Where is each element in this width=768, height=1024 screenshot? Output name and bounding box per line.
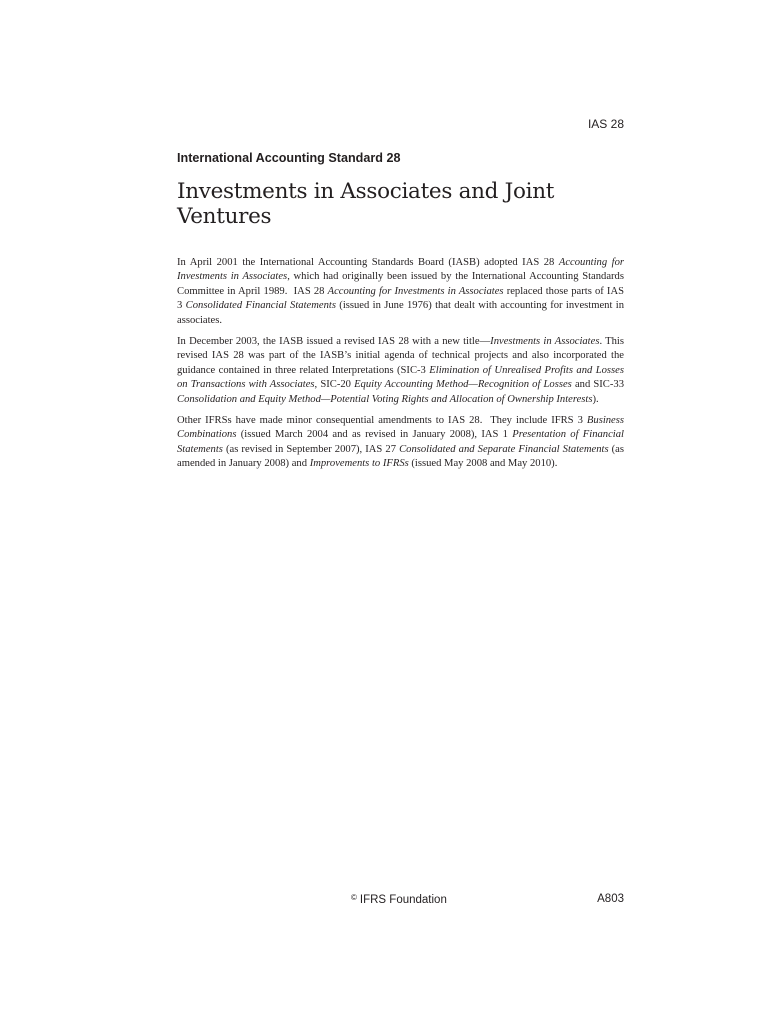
page-number: A803 xyxy=(597,893,624,905)
italic-title-run: Equity Accounting Method—Recognition of Losses xyxy=(354,379,572,391)
intro-paragraph: In April 2001 the International Accounting Standards Board (IASB) adopted IAS 28 Accounting for Investments in Associates, which had originally been issued by the International Accounting Standards Committee in April 1989. IAS 28 Accounting for Investments in Associates replaced those parts of IAS 3 Consolidated Financial Statements (issued in June 1976) that dealt with accounting for investment in associates. xyxy=(177,257,625,326)
document-title: Investments in Associates and Joint Ventures xyxy=(177,179,555,229)
italic-title-run: Consolidated Financial Statements xyxy=(185,300,336,312)
italic-title-run: Consolidation and Equity Method—Potential Voting Rights and Allocation of Ownership Interests xyxy=(177,393,593,405)
italic-title-run: Business Combinations xyxy=(177,415,624,441)
italic-title-run: Improvements to IFRSs xyxy=(309,458,409,470)
italic-title-run: Consolidated and Separate Financial Statements xyxy=(399,443,609,455)
italic-title-run: Accounting for Investments in Associates xyxy=(327,285,504,297)
italic-title-run: Elimination of Unrealised Profits and Losses on Transactions with Associates xyxy=(177,364,625,391)
introduction-body xyxy=(177,256,624,479)
running-header-ref: IAS 28 xyxy=(587,117,624,131)
standard-label: International Accounting Standard 28 xyxy=(177,151,401,165)
italic-title-run: Accounting for Investments in Associates xyxy=(177,257,624,283)
copyright-symbol: © xyxy=(351,893,357,902)
copyright-footer xyxy=(351,893,447,906)
italic-title-run: Investments in Associates xyxy=(490,336,600,348)
intro-paragraph: In December 2003, the IASB issued a revised IAS 28 with a new title—Investments in Associates. This revised IAS 28 was part of the IASB’s initial agenda of technical projects and also incorporated the guidance contained in three related Interpretations (SIC-3 Elimination of Unrealised Profits and Losses on Transactions with Associates, SIC-20 Equity Accounting Method—Recognition of Losses and SIC-33 Consolidation and Equity Method—Potential Voting Rights and Allocation of Ownership Interests). xyxy=(177,336,625,405)
italic-title-run: Presentation of Financial Statements xyxy=(177,429,624,455)
intro-paragraph: Other IFRSs have made minor consequential amendments to IAS 28. They include IFRS 3 Business Combinations (issued March 2004 and as revised in January 2008), IAS 1 Presentation of Financial Statements (as revised in September 2007), IAS 27 Consolidated and Separate Financial Statements (as amended in January 2008) and Improvements to IFRSs (issued May 2008 and May 2010). xyxy=(177,415,624,470)
copyright-text: IFRS Foundation xyxy=(359,894,447,906)
